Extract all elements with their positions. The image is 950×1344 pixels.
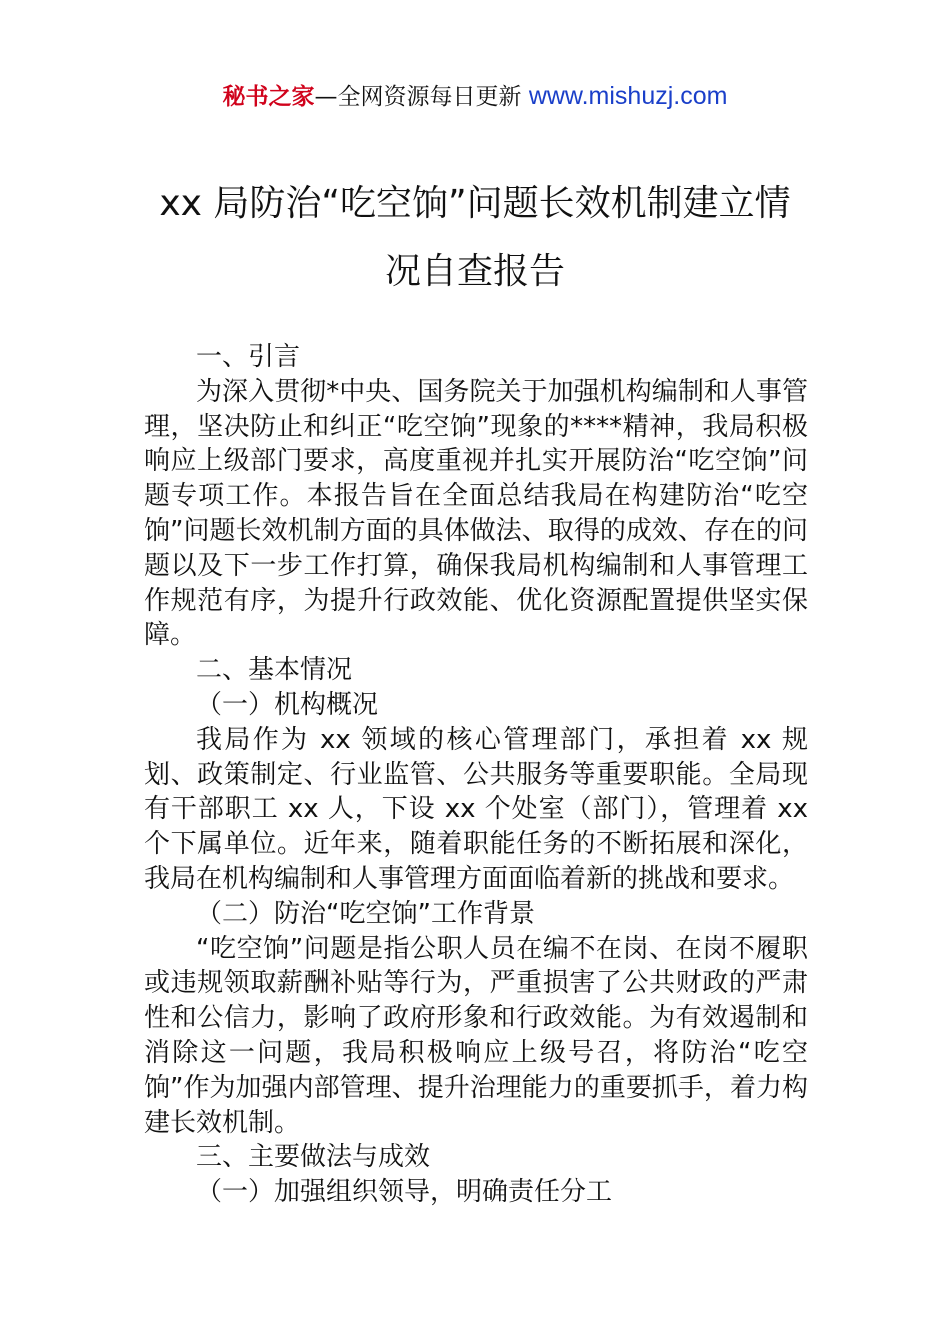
paragraph-org-overview: 我局作为 xx 领域的核心管理部门，承担着 xx 规划、政策制定、行业监管、公共服务等重要职能。全局现有干部职工 xx 人，下设 xx 个处室（部门），管理着 xx 个下属单位。近年来，随着职能任务的不断拓展和深化，我局在机构编制和人事管理方面面临着新的挑战和要求。 bbox=[144, 724, 808, 894]
site-header bbox=[0, 80, 950, 113]
paragraph-intro: 为深入贯彻*中央、国务院关于加强机构编制和人事管理，坚决防止和纠正“吃空饷”现象的****精神，我局积极响应上级部门要求，高度重视并扎实开展防治“吃空饷”问题专项工作。本报告旨在全面总结我局在构建防治“吃空饷”问题长效机制方面的具体做法、取得的成效、存在的问题以及下一步工作打算，确保我局机构编制和人事管理工作规范有序，为提升行政效能、优化资源配置提供坚实保障。 bbox=[144, 376, 808, 651]
subsection-heading-background: （二）防治“吃空饷”工作背景 bbox=[196, 898, 535, 929]
section-heading-measures: 三、主要做法与成效 bbox=[196, 1142, 431, 1173]
site-url-link[interactable]: www.mishuzj.com bbox=[528, 82, 728, 110]
title-line-2: 况自查报告 bbox=[384, 251, 565, 292]
title-line-1: xx 局防治“吃空饷”问题长效机制建立情 bbox=[159, 183, 791, 224]
subsection-heading-org-overview: （一）机构概况 bbox=[196, 689, 379, 720]
site-brand: 秘书之家 bbox=[222, 84, 315, 110]
section-heading-intro: 一、引言 bbox=[196, 342, 301, 372]
subsection-heading-leadership: （一）加强组织领导，明确责任分工 bbox=[196, 1177, 613, 1208]
site-tagline: —全网资源每日更新 bbox=[314, 84, 529, 110]
section-heading-basic-situation: 二、基本情况 bbox=[196, 655, 353, 686]
document-body bbox=[144, 340, 808, 1210]
document-title bbox=[120, 170, 830, 306]
paragraph-background: “吃空饷”问题是指公职人员在编不在岗、在岗不履职或违规领取薪酬补贴等行为，严重损害了公共财政的严肃性和公信力，影响了政府形象和行政效能。为有效遏制和消除这一问题，我局积极响应上级号召，将防治“吃空饷”作为加强内部管理、提升治理能力的重要抓手，着力构建长效机制。 bbox=[144, 933, 808, 1138]
